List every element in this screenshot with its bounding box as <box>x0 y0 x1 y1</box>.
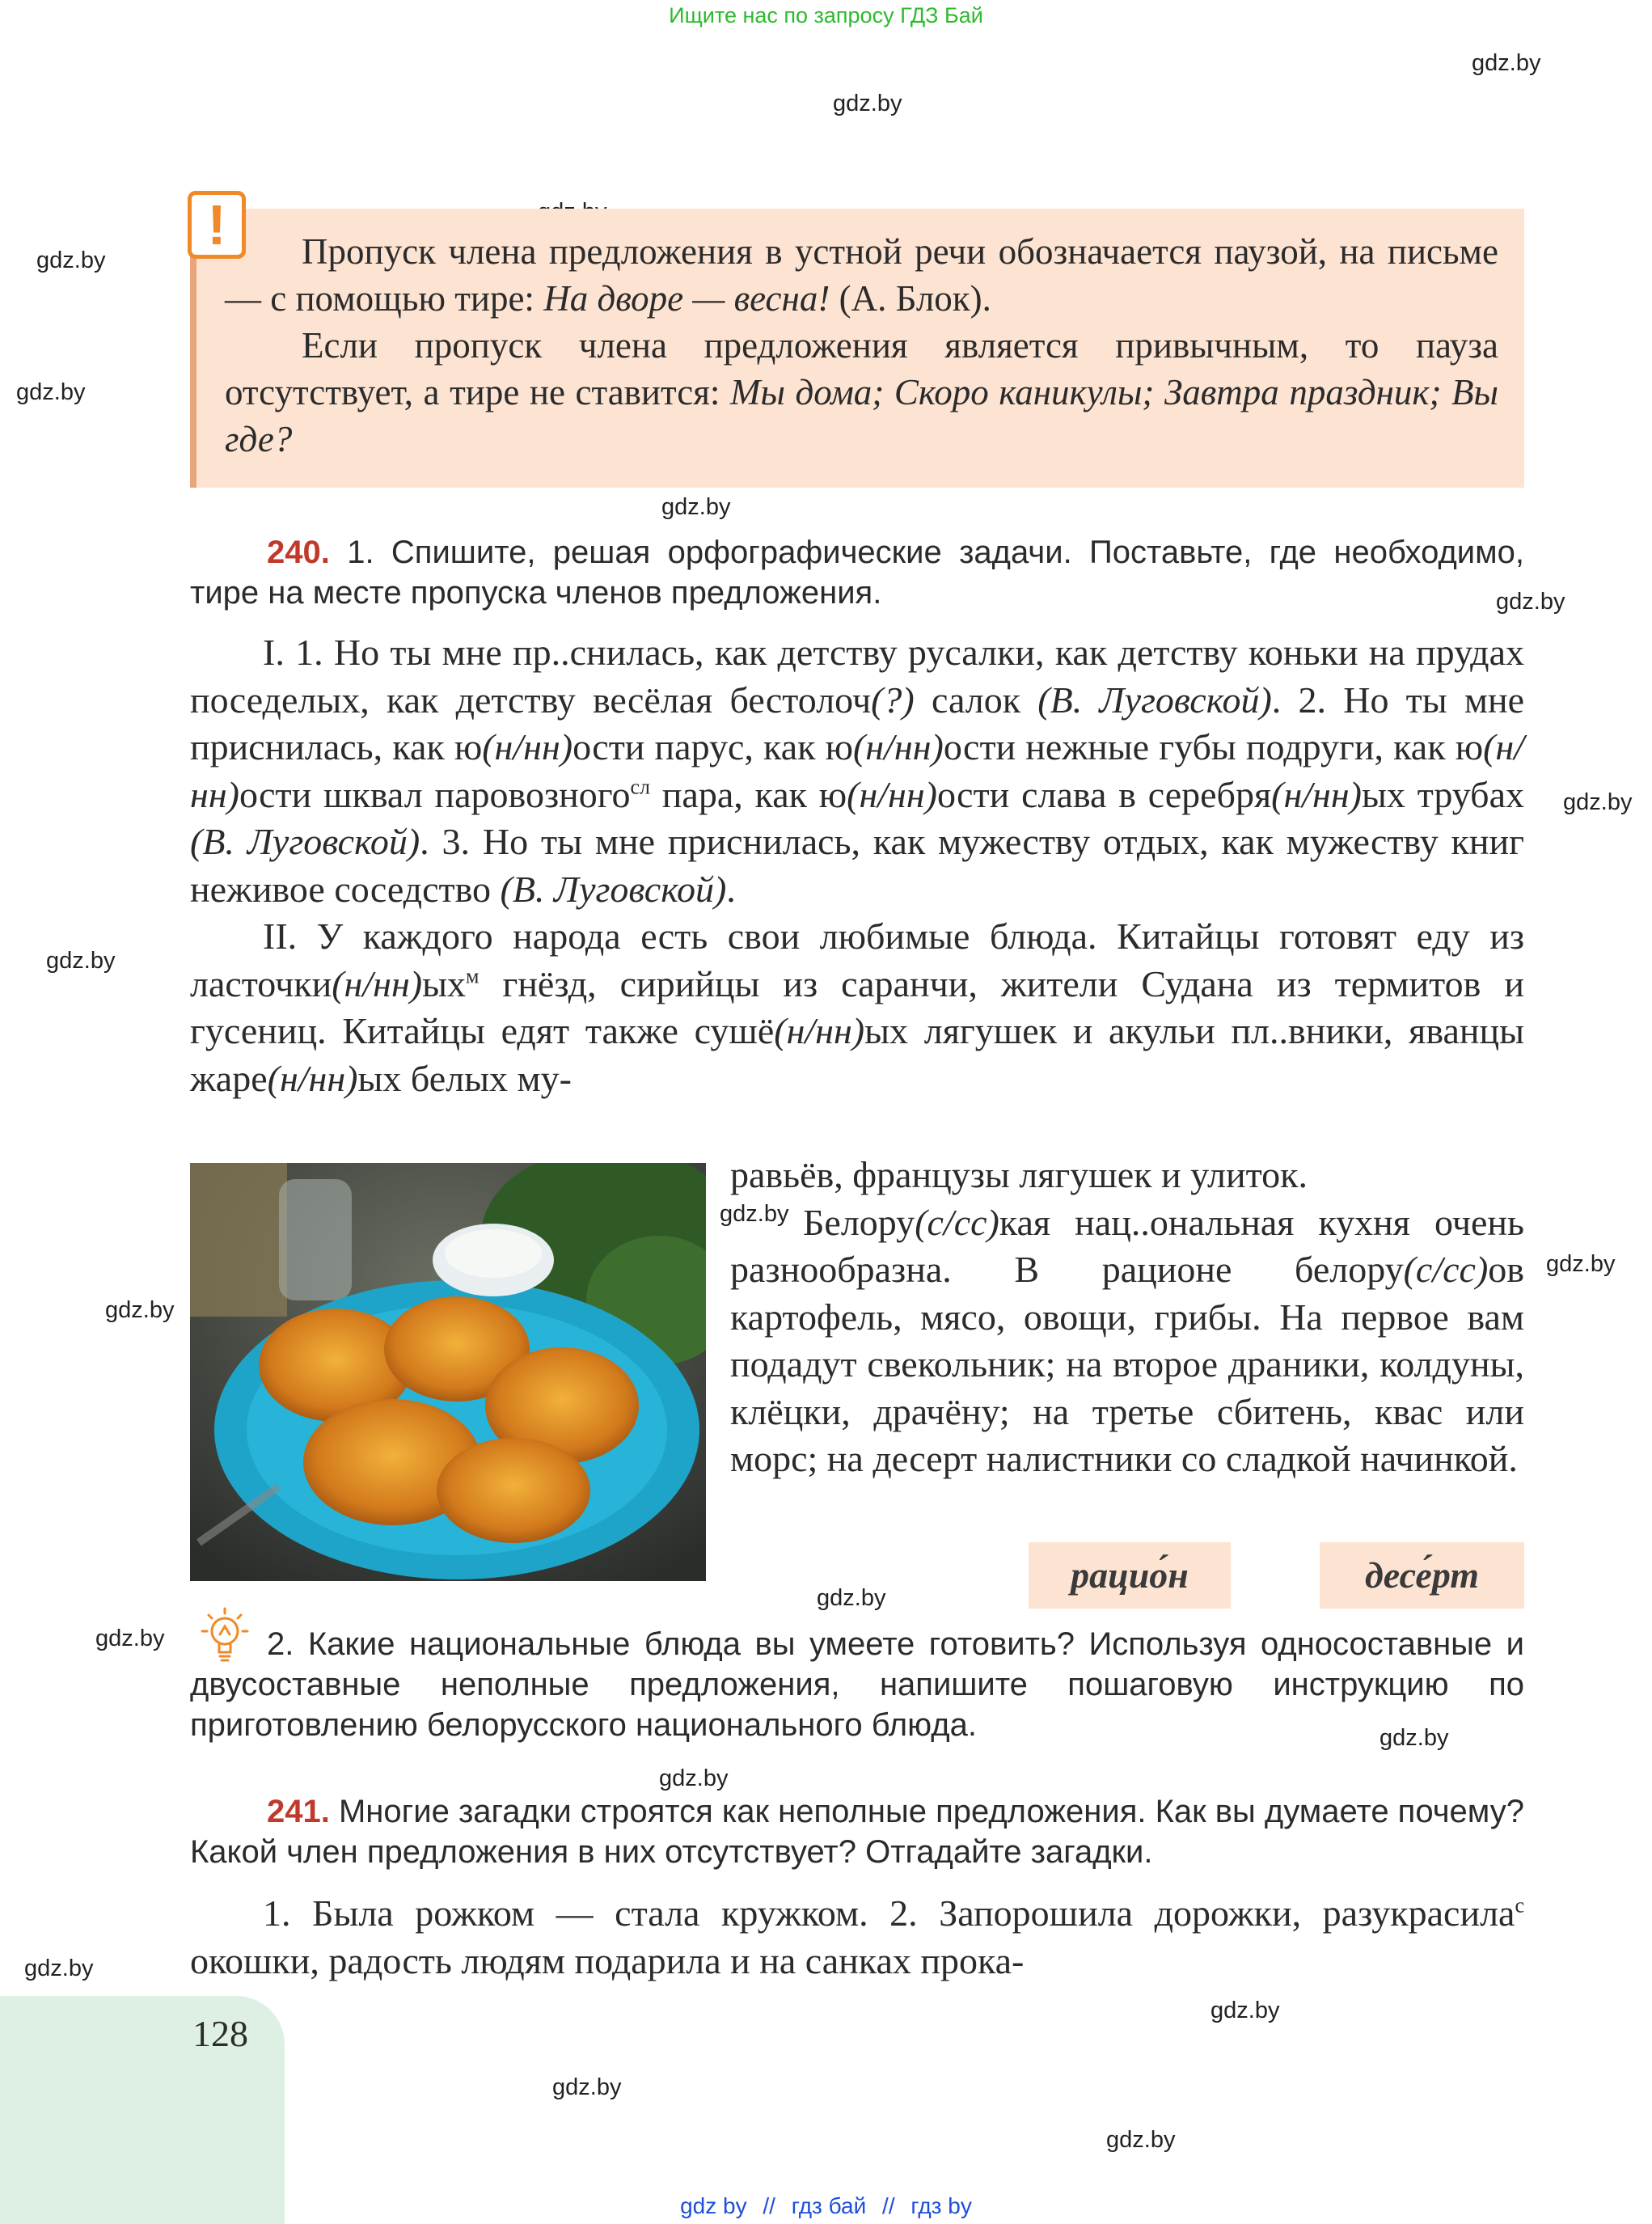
rule-paragraph-2: Если пропуск члена предложения является привычным, то пауза отсутствует, а тире не ставится: Мы дома; Скоро каникулы; Завтра праздник; Вы где? <box>225 325 1499 459</box>
watermark: gdz.by <box>16 379 86 405</box>
draniki-illustration <box>190 1163 706 1581</box>
exercise-240-task <box>190 532 1524 613</box>
footer-links <box>0 2193 1652 2219</box>
italic-segment: (?) <box>871 679 915 721</box>
footer-separator: // <box>882 2193 895 2218</box>
italic-segment: На дворе — весна! <box>543 278 830 319</box>
superscript-mark: м <box>466 964 480 988</box>
rule-paragraph-1: Пропуск члена предложения в устной речи обозначается паузой, на письме — с помощью тире: На дворе — весна! (А. Блок). <box>225 231 1498 319</box>
text-part-2-continued: равьёв, французы лягушек и улиток. <box>730 1154 1308 1195</box>
superscript-mark: с <box>1515 1893 1524 1917</box>
italic-segment: (с/сс) <box>1403 1249 1489 1290</box>
italic-segment: (н/нн) <box>852 726 944 767</box>
exercise-240-text <box>190 629 1524 1102</box>
italic-segment: Мы дома; Скоро каникулы; Завтра праздник; Вы где? <box>225 372 1499 459</box>
watermark: gdz.by <box>46 948 116 974</box>
text-part-3: Белору(с/сс)кая нац..ональная кухня очень разнообразна. В рационе белору(с/сс)ов картофель, мясо, овощи, грибы. На первое вам подадут свекольник; на второе драники, колдуны, клёцки, драчёну; на третье сбитень, квас или морс; на десерт налистники со сладкой начинкой. <box>730 1201 1524 1479</box>
watermark: gdz.by <box>1379 1725 1449 1751</box>
italic-segment: (н/нн) <box>190 726 1524 815</box>
riddles-text: 1. Была рожком — стала кружком. 2. Запорошила дорожки, разукрасила$^с$ окошки, радость людям подарила и на санках прока- <box>190 1892 1524 1981</box>
superscript-mark: сл <box>630 775 650 799</box>
footer-separator: // <box>763 2193 775 2218</box>
watermark: gdz.by <box>833 91 902 116</box>
draniki-photo <box>190 1163 706 1581</box>
rule-text <box>225 228 1498 463</box>
exercise-240-task-2: 2. Какие национальные блюда вы умеете готовить? Используя односоставные и двусоставные неполные предложения, напишите пошаговую инструкцию по приготовлению белорусского национального блюда. <box>190 1626 1524 1743</box>
watermark: gdz.by <box>659 1765 729 1791</box>
word-card-ration: рацио́н <box>1029 1542 1231 1609</box>
italic-segment: (В. Луговской) <box>190 821 420 862</box>
watermark: gdz.by <box>36 247 106 273</box>
footer-link[interactable]: гдз by <box>911 2193 972 2218</box>
exercise-number: 240. <box>267 535 330 570</box>
watermark: gdz.by <box>24 1956 94 1981</box>
watermark: gdz.by <box>1210 1998 1280 2023</box>
watermark: gdz.by <box>817 1585 886 1611</box>
watermark: gdz.by <box>720 1201 789 1227</box>
watermark: gdz.by <box>552 2074 622 2100</box>
exercise-number: 241. <box>267 1794 330 1829</box>
footer-link[interactable]: гдз бай <box>791 2193 867 2218</box>
watermark: gdz.by <box>1106 2127 1176 2153</box>
page-number: 128 <box>192 2013 248 2054</box>
italic-segment: (н/нн) <box>1271 773 1363 815</box>
footer-link[interactable]: gdz by <box>680 2193 747 2218</box>
watermark: gdz.by <box>105 1297 175 1323</box>
italic-segment: (с/сс) <box>915 1201 999 1243</box>
exclamation-icon: ! <box>188 191 246 259</box>
exercise-240-text-right <box>730 1152 1524 1483</box>
watermark: gdz.by <box>661 494 731 520</box>
italic-segment: (н/нн) <box>847 773 938 815</box>
italic-segment: (н/нн) <box>482 726 573 767</box>
task-text: 1. Спишите, решая орфографические задачи. Поставьте, где необходимо, тире на месте пропуска членов предложения. <box>190 535 1524 611</box>
exercise-241-text <box>190 1890 1524 1985</box>
text-part-1: I. 1. Но ты мне пр..снилась, как детству русалки, как детству коньки на прудах поседелых, как детству весёлая бестолоч(?) салок (В. Луговской). 2. Но ты мне приснилась, как ю(н/нн)ости парус, как ю(н/нн)ости нежные губы подруги, как ю(н/нн)ости шквал паровозного$^{сл}$ пара, как ю(н/нн)ости слава в серебря(н/нн)ых трубах (В. Луговской). 3. Но ты мне приснилась, как мужеству отдых, как мужеству книг неживое соседство (В. Луговской). <box>190 632 1525 910</box>
watermark: gdz.by <box>95 1626 165 1651</box>
watermark: gdz.by <box>1496 589 1565 615</box>
italic-segment: (н/нн) <box>774 1010 865 1051</box>
word-card-dessert: десе́рт <box>1320 1542 1524 1609</box>
text-part-2: II. У каждого народа есть свои любимые блюда. Китайцы готовят еду из $ласточки(н/нн)ых^м$ гнёзд, сирийцы из саранчи, жители Судана из термитов и гусениц. Китайцы едят также сушё(н/нн)ых лягушек и акульи пл..вники, яванцы жаре(н/нн)ых белых му- <box>190 915 1525 1099</box>
italic-segment: (В. Луговской) <box>1037 679 1272 721</box>
watermark: gdz.by <box>1472 50 1541 76</box>
italic-segment: (н/нн) <box>267 1057 358 1099</box>
italic-segment: (н/нн) <box>332 962 423 1004</box>
top-banner: Ищите нас по запросу ГДЗ Бай <box>669 3 983 27</box>
exercise-241-task <box>190 1791 1524 1872</box>
watermark: gdz.by <box>1563 789 1633 815</box>
task-text: Многие загадки строятся как неполные предложения. Как вы думаете почему? Какой член предложения в них отсутствует? Отгадайте загадки. <box>190 1794 1524 1870</box>
italic-segment: (В. Луговской) <box>500 868 727 910</box>
watermark: gdz.by <box>1546 1251 1616 1277</box>
